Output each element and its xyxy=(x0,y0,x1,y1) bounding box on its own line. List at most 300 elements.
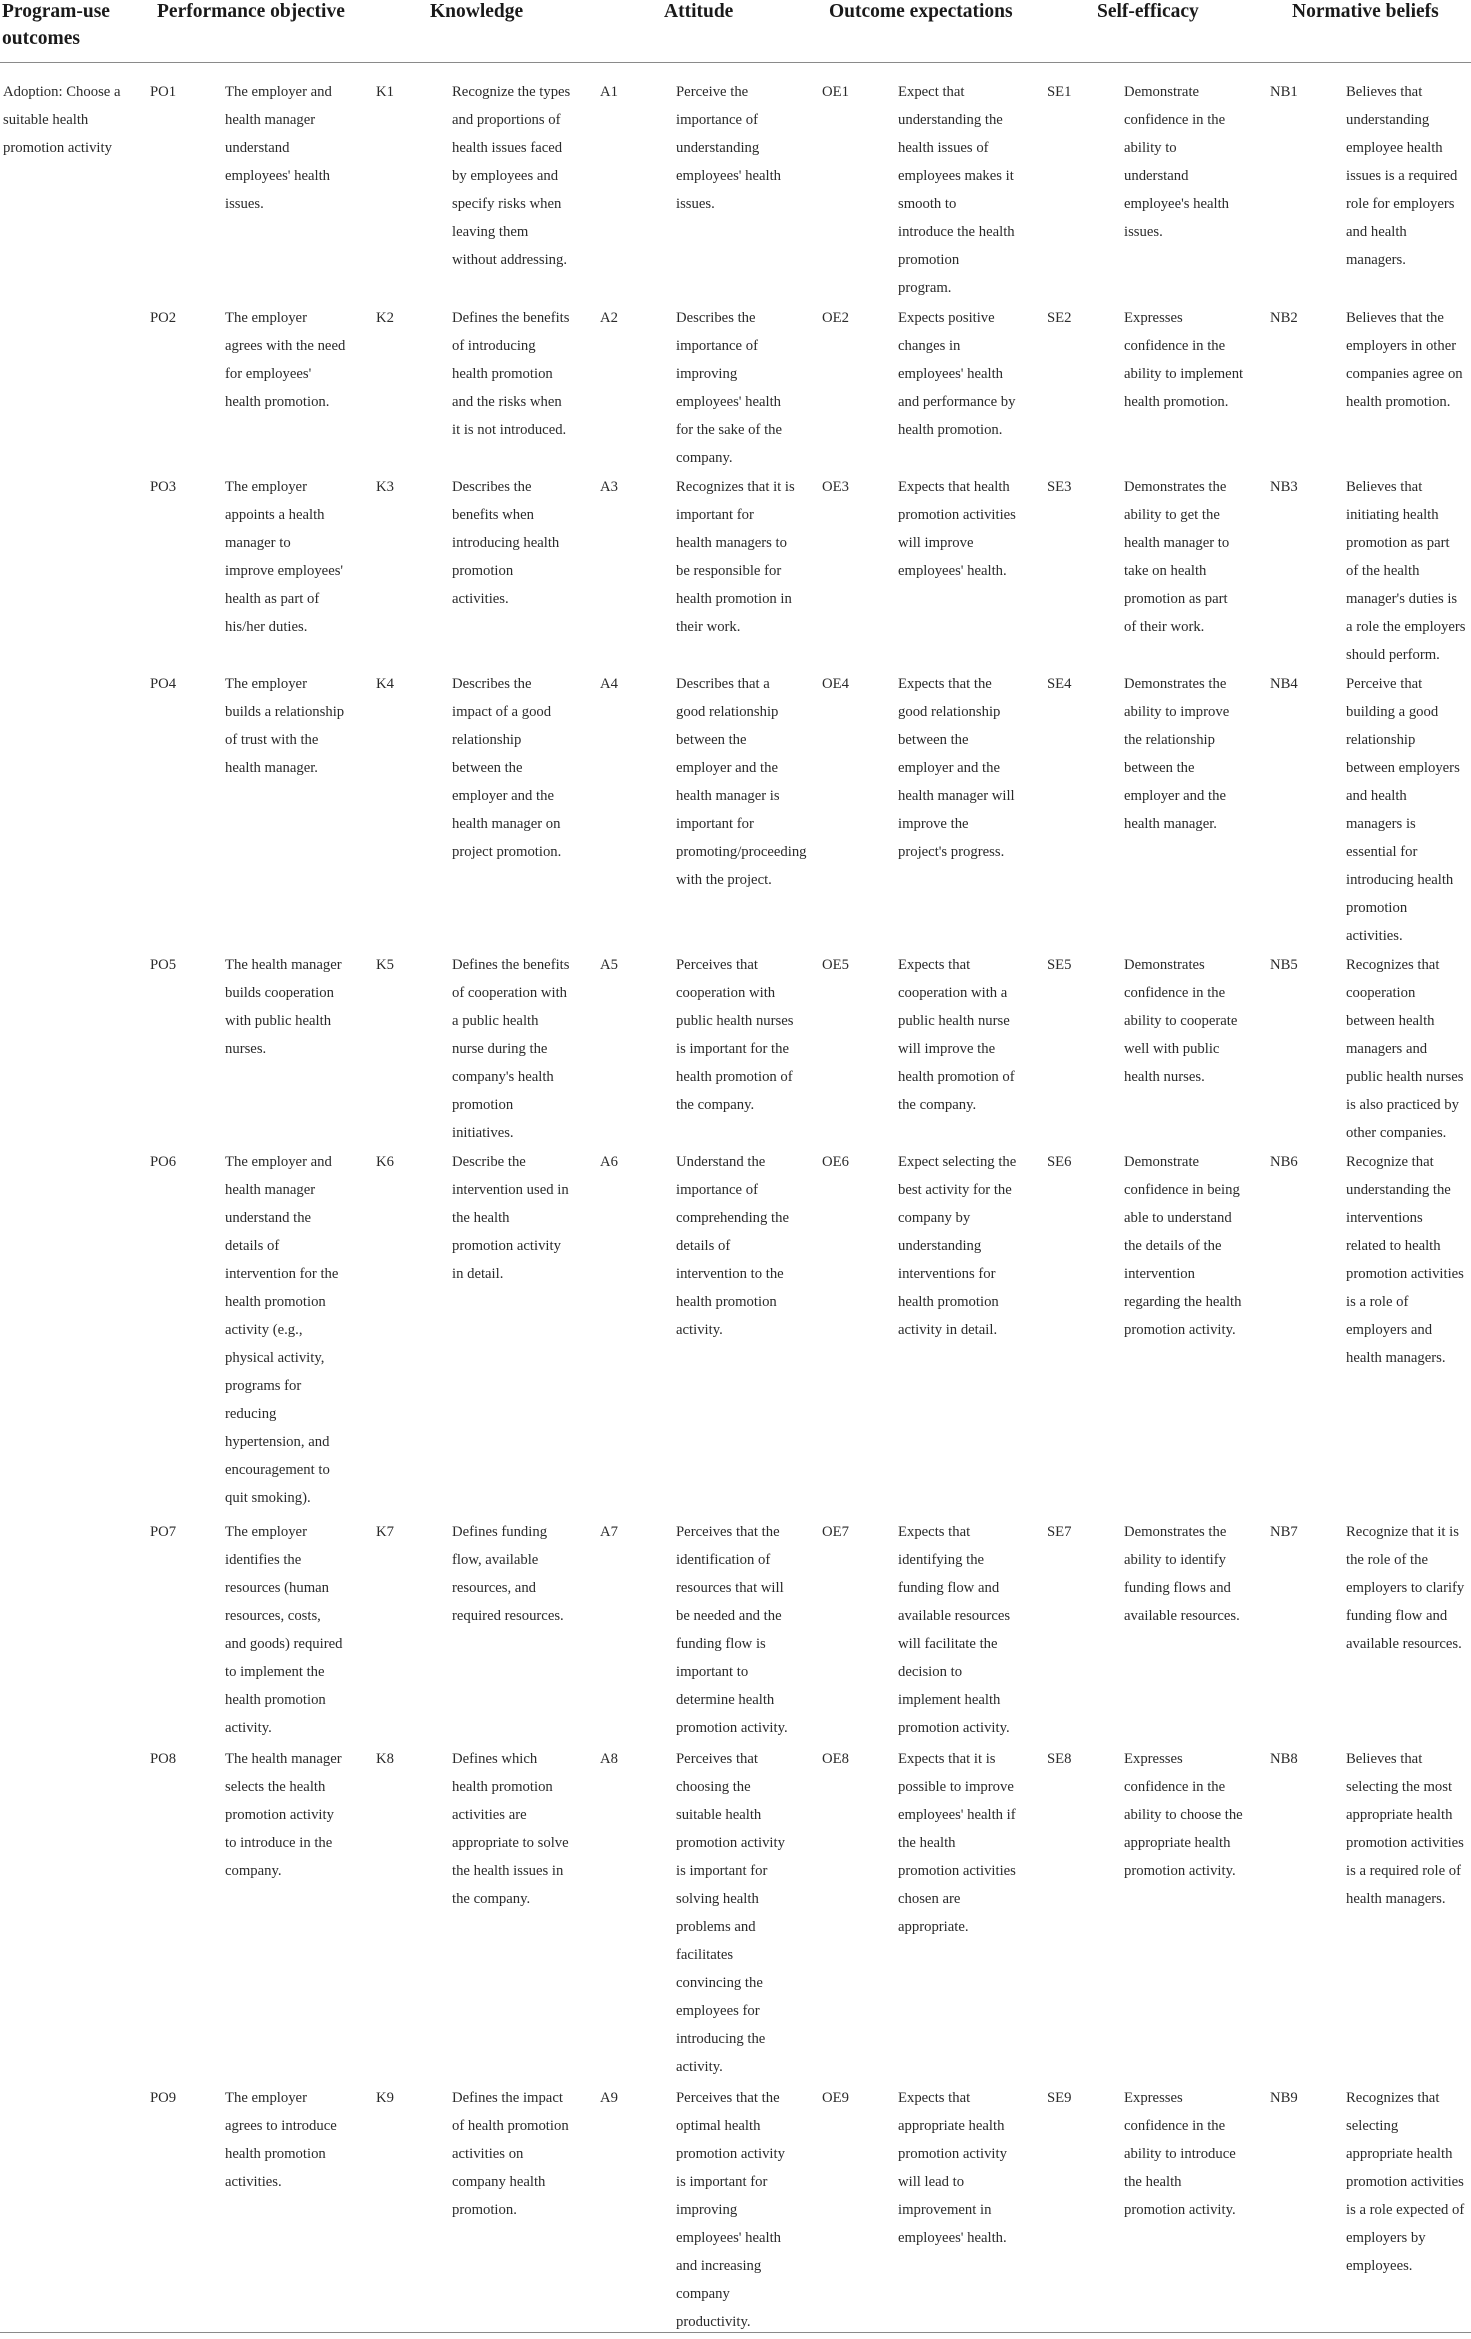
attitude-line: resources that will xyxy=(676,1580,784,1596)
self-efficacy-line: health manager. xyxy=(1124,816,1217,832)
normative-belief-line: issues is a required xyxy=(1346,168,1458,184)
attitude xyxy=(676,2084,785,2336)
attitude-line: promoting/proceeding xyxy=(676,844,807,860)
header-normative-beliefs: Normative beliefs xyxy=(1292,1,1439,22)
normative-belief-line: appropriate health xyxy=(1346,2146,1453,2162)
outcome-expectation-line: promotion activities xyxy=(898,1863,1016,1879)
attitude-line: cooperation with xyxy=(676,985,776,1001)
outcome-expectation xyxy=(898,78,1015,302)
header-knowledge: Knowledge xyxy=(430,1,524,22)
knowledge-line: project promotion. xyxy=(452,844,562,860)
knowledge xyxy=(452,473,559,613)
self-efficacy-line: ability to identify xyxy=(1124,1552,1226,1568)
knowledge-line: impact of a good xyxy=(452,704,552,720)
performance-objective-line: health promotion xyxy=(225,1692,326,1708)
knowledge-line: appropriate to solve xyxy=(452,1835,569,1851)
knowledge-line: company health xyxy=(452,2174,546,2190)
outcome-expectation-line: chosen are xyxy=(898,1891,961,1907)
performance-objective xyxy=(225,1518,342,1742)
outcome-expectation-line: the company. xyxy=(898,1097,977,1113)
header-line: Program-use xyxy=(2,1,110,22)
attitude-line: company. xyxy=(676,450,733,466)
self-efficacy-line: available resources. xyxy=(1124,1608,1240,1624)
outcome-expectation-line: public health nurse xyxy=(898,1013,1010,1029)
attitude-line: the company. xyxy=(676,1097,755,1113)
header-performance-objective: Performance objective xyxy=(157,1,345,22)
normative-belief-line: Believes that xyxy=(1346,479,1423,495)
attitude-line: improving xyxy=(676,366,738,382)
knowledge-line: flow, available xyxy=(452,1552,539,1568)
knowledge-line: Defines funding xyxy=(452,1524,548,1540)
attitude xyxy=(676,1148,789,1344)
performance-objective-line: intervention for the xyxy=(225,1266,339,1282)
outcome-expectation-line: Expects positive xyxy=(898,310,995,326)
self-efficacy-id: SE5 xyxy=(1047,957,1072,973)
po-id: PO3 xyxy=(150,479,177,495)
performance-objective-line: promotion activity xyxy=(225,1807,334,1823)
self-efficacy-line: ability to introduce xyxy=(1124,2146,1236,2162)
outcome-expectation-line: health manager will xyxy=(898,788,1015,804)
performance-objective-line: nurses. xyxy=(225,1041,267,1057)
attitude-line: important for xyxy=(676,816,754,832)
performance-objective-line: of trust with the xyxy=(225,732,319,748)
knowledge-line: Defines the impact xyxy=(452,2090,563,2106)
normative-belief-line: employers by xyxy=(1346,2230,1426,2246)
performance-objective-line: appoints a health xyxy=(225,507,325,523)
knowledge-line: initiatives. xyxy=(452,1125,514,1141)
knowledge-line: Defines the benefits xyxy=(452,310,570,326)
attitude-line: intervention to the xyxy=(676,1266,784,1282)
performance-objective-line: health manager xyxy=(225,1182,316,1198)
outcome-expectation xyxy=(898,1148,1016,1344)
normative-belief-line: promotion activities xyxy=(1346,1835,1464,1851)
normative-belief-line: activities. xyxy=(1346,928,1403,944)
knowledge-line: it is not introduced. xyxy=(452,422,567,438)
knowledge-id: K9 xyxy=(376,2090,394,2106)
normative-belief-line: promotion activities xyxy=(1346,1266,1464,1282)
self-efficacy-id: SE3 xyxy=(1047,479,1072,495)
performance-objective-line: selects the health xyxy=(225,1779,326,1795)
performance-objective-line: quit smoking). xyxy=(225,1490,311,1506)
self-efficacy-line: Expresses xyxy=(1124,1751,1183,1767)
outcome-expectation xyxy=(898,1745,1016,1941)
outcome-expectation-line: improvement in xyxy=(898,2202,992,2218)
self-efficacy-line: ability to cooperate xyxy=(1124,1013,1238,1029)
self-efficacy-line: Demonstrate xyxy=(1124,1154,1200,1170)
outcome-expectation-line: interventions for xyxy=(898,1266,996,1282)
attitude-line: details of xyxy=(676,1238,731,1254)
self-efficacy-id: SE8 xyxy=(1047,1751,1072,1767)
normative-belief-line: health promotion. xyxy=(1346,394,1451,410)
attitude-line: is important for xyxy=(676,1863,768,1879)
self-efficacy-line: appropriate health xyxy=(1124,1835,1231,1851)
attitude-id: A1 xyxy=(600,84,618,100)
performance-objective-line: his/her duties. xyxy=(225,619,308,635)
knowledge-id: K4 xyxy=(376,676,394,692)
normative-belief-id: NB4 xyxy=(1270,676,1298,692)
knowledge xyxy=(452,951,569,1147)
performance-objective-line: health as part of xyxy=(225,591,320,607)
performance-objective-line: encouragement to xyxy=(225,1462,330,1478)
outcome-expectation-line: employees' health. xyxy=(898,2230,1007,2246)
performance-objective-line: programs for xyxy=(225,1378,302,1394)
outcome-expectation-id: OE2 xyxy=(822,310,849,326)
normative-belief-id: NB7 xyxy=(1270,1524,1298,1540)
attitude-line: employees' health xyxy=(676,168,782,184)
normative-belief xyxy=(1346,473,1466,669)
attitude-id: A2 xyxy=(600,310,618,326)
outcome-expectation-line: employer and the xyxy=(898,760,1000,776)
normative-belief-line: interventions xyxy=(1346,1210,1423,1226)
attitude-line: employees for xyxy=(676,2003,760,2019)
normative-belief-line: public health nurses xyxy=(1346,1069,1464,1085)
performance-objective-line: builds a relationship xyxy=(225,704,345,720)
knowledge-line: promotion xyxy=(452,1097,514,1113)
outcome-label-line: promotion activity xyxy=(3,140,112,156)
self-efficacy-line: ability to implement xyxy=(1124,366,1244,382)
knowledge-line: relationship xyxy=(452,732,522,748)
attitude-id: A3 xyxy=(600,479,618,495)
normative-belief-line: essential for xyxy=(1346,844,1418,860)
attitude-line: company xyxy=(676,2286,730,2302)
outcome-expectation-line: understanding the xyxy=(898,112,1003,128)
outcome-expectation-line: employees' health xyxy=(898,366,1004,382)
outcome-expectation xyxy=(898,951,1015,1119)
outcome-expectation-line: understanding xyxy=(898,1238,982,1254)
knowledge-line: by employees and xyxy=(452,168,559,184)
knowledge-id: K8 xyxy=(376,1751,394,1767)
outcome-expectation-id: OE4 xyxy=(822,676,849,692)
performance-objective xyxy=(225,304,345,416)
normative-belief-line: building a good xyxy=(1346,704,1439,720)
outcome-expectation-id: OE8 xyxy=(822,1751,849,1767)
attitude-line: understanding xyxy=(676,140,760,156)
normative-belief-line: should perform. xyxy=(1346,647,1440,663)
outcome-expectation-line: smooth to xyxy=(898,196,957,212)
attitude-line: and increasing xyxy=(676,2258,762,2274)
attitude-id: A6 xyxy=(600,1154,618,1170)
attitude xyxy=(676,951,793,1119)
normative-belief-line: of the health xyxy=(1346,563,1420,579)
knowledge-line: Describes the xyxy=(452,479,532,495)
normative-belief-line: manager's duties is xyxy=(1346,591,1458,607)
performance-objective-line: health promotion xyxy=(225,1294,326,1310)
outcome-expectation-line: identifying the xyxy=(898,1552,985,1568)
outcome-expectation-id: OE3 xyxy=(822,479,849,495)
self-efficacy-line: promotion activity. xyxy=(1124,1863,1236,1879)
attitude xyxy=(676,670,807,894)
self-efficacy xyxy=(1124,2084,1236,2224)
normative-belief-line: between employers xyxy=(1346,760,1460,776)
knowledge-line: activities are xyxy=(452,1807,527,1823)
self-efficacy-line: Expresses xyxy=(1124,310,1183,326)
attitude-line: promotion activity xyxy=(676,2146,785,2162)
attitude-line: solving health xyxy=(676,1891,759,1907)
knowledge-id: K6 xyxy=(376,1154,394,1170)
self-efficacy-line: confidence in the xyxy=(1124,1779,1226,1795)
knowledge-line: employer and the xyxy=(452,788,554,804)
knowledge-line: company's health xyxy=(452,1069,554,1085)
self-efficacy-line: health nurses. xyxy=(1124,1069,1205,1085)
knowledge-line: nurse during the xyxy=(452,1041,548,1057)
self-efficacy-line: Demonstrates the xyxy=(1124,676,1227,692)
attitude xyxy=(676,304,782,472)
outcome-expectation-line: health issues of xyxy=(898,140,989,156)
normative-belief-line: selecting the most xyxy=(1346,1779,1453,1795)
outcome-expectation-id: OE9 xyxy=(822,2090,849,2106)
normative-belief-line: between health xyxy=(1346,1013,1435,1029)
normative-belief-line: Recognizes that xyxy=(1346,957,1440,973)
knowledge-line: of introducing xyxy=(452,338,536,354)
knowledge-line: required resources. xyxy=(452,1608,564,1624)
po-id: PO2 xyxy=(150,310,177,326)
self-efficacy-line: confidence in the xyxy=(1124,112,1226,128)
performance-objective-line: builds cooperation xyxy=(225,985,334,1001)
header-rule xyxy=(0,62,1471,63)
normative-belief-line: initiating health xyxy=(1346,507,1439,523)
normative-belief xyxy=(1346,304,1463,416)
performance-objective-line: The employer xyxy=(225,1524,307,1540)
knowledge xyxy=(452,1518,564,1630)
outcome-expectation-id: OE6 xyxy=(822,1154,849,1170)
attitude-line: Recognizes that it is xyxy=(676,479,795,495)
header-self-efficacy: Self-efficacy xyxy=(1097,1,1199,22)
normative-belief-id: NB5 xyxy=(1270,957,1298,973)
normative-belief-line: employers to clarify xyxy=(1346,1580,1465,1596)
outcome-expectation-line: introduce the health xyxy=(898,224,1015,240)
normative-belief-line: Recognizes that xyxy=(1346,2090,1440,2106)
outcome-expectation xyxy=(898,670,1015,866)
self-efficacy-line: regarding the health xyxy=(1124,1294,1242,1310)
normative-belief-line: companies agree on xyxy=(1346,366,1463,382)
performance-objective xyxy=(225,670,344,782)
header-outcome-expectations: Outcome expectations xyxy=(829,1,1013,22)
performance-objective-line: resources, costs, xyxy=(225,1608,321,1624)
outcome-expectation-line: and performance by xyxy=(898,394,1016,410)
self-efficacy xyxy=(1124,951,1237,1091)
outcome-expectation-line: promotion activity xyxy=(898,2146,1007,2162)
attitude-line: between the xyxy=(676,732,747,748)
normative-belief-id: NB1 xyxy=(1270,84,1298,100)
normative-belief-line: managers. xyxy=(1346,252,1406,268)
attitude-line: Perceives that the xyxy=(676,1524,780,1540)
po-id: PO7 xyxy=(150,1524,177,1540)
attitude xyxy=(676,1745,785,2081)
normative-belief-line: employees. xyxy=(1346,2258,1413,2274)
attitude-line: health promotion of xyxy=(676,1069,793,1085)
outcome-expectation-line: Expects that xyxy=(898,2090,971,2106)
self-efficacy xyxy=(1124,670,1229,838)
performance-objective-line: to introduce in the xyxy=(225,1835,333,1851)
attitude-line: importance of xyxy=(676,338,758,354)
normative-belief-line: the role of the xyxy=(1346,1552,1428,1568)
knowledge-line: Describes the xyxy=(452,676,532,692)
attitude-id: A7 xyxy=(600,1524,618,1540)
attitude-line: Perceives that xyxy=(676,1751,758,1767)
attitude-line: promotion activity xyxy=(676,1835,785,1851)
outcome-expectation-line: employees' health. xyxy=(898,563,1007,579)
self-efficacy-line: the details of the xyxy=(1124,1238,1222,1254)
self-efficacy-line: employee's health xyxy=(1124,196,1230,212)
self-efficacy-id: SE7 xyxy=(1047,1524,1072,1540)
knowledge-line: in detail. xyxy=(452,1266,504,1282)
outcome-expectation-line: Expect selecting the xyxy=(898,1154,1017,1170)
normative-belief-line: Believes that xyxy=(1346,84,1423,100)
normative-belief-line: understanding xyxy=(1346,112,1430,128)
knowledge-line: resources, and xyxy=(452,1580,537,1596)
normative-belief-line: introducing health xyxy=(1346,872,1454,888)
knowledge-line: and proportions of xyxy=(452,112,561,128)
knowledge-line: health manager on xyxy=(452,816,561,832)
self-efficacy-id: SE1 xyxy=(1047,84,1072,100)
self-efficacy-line: take on health xyxy=(1124,563,1207,579)
normative-belief-line: cooperation xyxy=(1346,985,1416,1001)
knowledge-line: the company. xyxy=(452,1891,531,1907)
performance-objective-line: issues. xyxy=(225,196,264,212)
po-id: PO1 xyxy=(150,84,177,100)
performance-objective-line: The employer and xyxy=(225,1154,332,1170)
performance-objective-line: and goods) required xyxy=(225,1636,343,1652)
performance-objective-line: The employer xyxy=(225,676,307,692)
performance-objective-line: The employer xyxy=(225,310,307,326)
self-efficacy xyxy=(1124,1745,1243,1885)
outcome-expectation-line: between the xyxy=(898,732,969,748)
attitude-line: their work. xyxy=(676,619,741,635)
normative-belief-line: health managers. xyxy=(1346,1891,1446,1907)
po-id: PO6 xyxy=(150,1154,177,1170)
outcome-expectation-line: promotion activity. xyxy=(898,1720,1010,1736)
outcome-expectation-line: will lead to xyxy=(898,2174,965,2190)
attitude-line: important to xyxy=(676,1664,749,1680)
outcome-expectation-line: employees' health if xyxy=(898,1807,1016,1823)
knowledge-line: Recognize the types xyxy=(452,84,571,100)
knowledge-id: K1 xyxy=(376,84,394,100)
performance-objective xyxy=(225,2084,337,2196)
po-id: PO9 xyxy=(150,2090,177,2106)
self-efficacy-line: health promotion. xyxy=(1124,394,1229,410)
knowledge-line: intervention used in xyxy=(452,1182,569,1198)
self-efficacy-line: confidence in the xyxy=(1124,2118,1226,2134)
normative-belief xyxy=(1346,78,1457,274)
attitude-line: be needed and the xyxy=(676,1608,782,1624)
self-efficacy-line: understand xyxy=(1124,168,1189,184)
self-efficacy-line: the relationship xyxy=(1124,732,1215,748)
attitude-line: determine health xyxy=(676,1692,775,1708)
outcome-expectation-line: cooperation with a xyxy=(898,985,1008,1001)
normative-belief-id: NB2 xyxy=(1270,310,1298,326)
outcome-expectation-line: Expects that health xyxy=(898,479,1010,495)
outcome-expectation-line: will facilitate the xyxy=(898,1636,998,1652)
outcome-label-line: suitable health xyxy=(3,112,89,128)
outcome-expectation xyxy=(898,1518,1010,1742)
outcome-expectation-line: program. xyxy=(898,280,952,296)
self-efficacy-line: Expresses xyxy=(1124,2090,1183,2106)
performance-objective-line: reducing xyxy=(225,1406,277,1422)
attitude-line: funding flow is xyxy=(676,1636,766,1652)
attitude-id: A8 xyxy=(600,1751,618,1767)
outcome-expectation-line: will improve the xyxy=(898,1041,996,1057)
outcome-expectation-line: appropriate health xyxy=(898,2118,1005,2134)
attitude xyxy=(676,1518,788,1742)
self-efficacy-line: of their work. xyxy=(1124,619,1205,635)
knowledge xyxy=(452,78,570,274)
attitude-line: health promotion in xyxy=(676,591,792,607)
attitude-line: importance of xyxy=(676,1182,758,1198)
attitude-line: choosing the xyxy=(676,1779,751,1795)
normative-belief-line: available resources. xyxy=(1346,1636,1462,1652)
self-efficacy xyxy=(1124,1148,1241,1344)
po-id: PO5 xyxy=(150,957,177,973)
performance-objective-line: to implement the xyxy=(225,1664,325,1680)
performance-objective xyxy=(225,951,342,1063)
attitude-line: Describes the xyxy=(676,310,756,326)
normative-belief-line: other companies. xyxy=(1346,1125,1447,1141)
outcome-expectation-line: employees makes it xyxy=(898,168,1014,184)
performance-objective-line: The employer xyxy=(225,479,307,495)
attitude-id: A4 xyxy=(600,676,618,692)
attitude-line: health manager is xyxy=(676,788,780,804)
knowledge-line: and the risks when xyxy=(452,394,562,410)
normative-belief-line: understanding the xyxy=(1346,1182,1451,1198)
self-efficacy-line: promotion activity. xyxy=(1124,1322,1236,1338)
attitude-line: importance of xyxy=(676,112,758,128)
self-efficacy-line: ability to choose the xyxy=(1124,1807,1243,1823)
normative-belief-line: Recognize that it is xyxy=(1346,1524,1459,1540)
outcome-expectation-line: implement health xyxy=(898,1692,1001,1708)
self-efficacy-line: well with public xyxy=(1124,1041,1220,1057)
knowledge-line: benefits when xyxy=(452,507,534,523)
normative-belief-line: funding flow and xyxy=(1346,1608,1448,1624)
knowledge-line: the health xyxy=(452,1210,510,1226)
knowledge-line: activities on xyxy=(452,2146,524,2162)
attitude-line: with the project. xyxy=(676,872,772,888)
outcome-expectation-line: Expect that xyxy=(898,84,965,100)
attitude-line: for the sake of the xyxy=(676,422,783,438)
attitude-line: good relationship xyxy=(676,704,779,720)
normative-belief-id: NB8 xyxy=(1270,1751,1298,1767)
attitude-id: A9 xyxy=(600,2090,618,2106)
outcome-expectation-line: promotion activities xyxy=(898,507,1016,523)
attitude-line: employer and the xyxy=(676,760,778,776)
outcome-expectation-id: OE1 xyxy=(822,84,849,100)
outcome-label xyxy=(3,78,121,162)
self-efficacy-id: SE4 xyxy=(1047,676,1072,692)
attitude-line: Understand the xyxy=(676,1154,766,1170)
normative-belief-line: is a role expected of xyxy=(1346,2202,1465,2218)
attitude-line: public health nurses xyxy=(676,1013,794,1029)
outcome-expectation-line: will improve xyxy=(898,535,974,551)
self-efficacy-line: ability to improve xyxy=(1124,704,1230,720)
po-id: PO4 xyxy=(150,676,177,692)
outcome-expectation-line: company by xyxy=(898,1210,971,1226)
knowledge-line: promotion activity xyxy=(452,1238,561,1254)
normative-belief-line: is a required role of xyxy=(1346,1863,1462,1879)
self-efficacy-line: issues. xyxy=(1124,224,1163,240)
normative-belief xyxy=(1346,2084,1464,2280)
outcome-expectation-line: Expects that it is xyxy=(898,1751,996,1767)
performance-objective-line: identifies the xyxy=(225,1552,302,1568)
normative-belief-line: a role the employers xyxy=(1346,619,1466,635)
performance-objective-line: company. xyxy=(225,1863,282,1879)
knowledge-line: a public health xyxy=(452,1013,539,1029)
normative-belief-line: and health xyxy=(1346,224,1407,240)
knowledge-line: health issues faced xyxy=(452,140,563,156)
outcome-expectation-line: health promotion xyxy=(898,1294,999,1310)
performance-objective-line: activities. xyxy=(225,2174,282,2190)
attitude-line: comprehending the xyxy=(676,1210,789,1226)
attitude-line: issues. xyxy=(676,196,715,212)
normative-belief-line: promotion as part xyxy=(1346,535,1450,551)
